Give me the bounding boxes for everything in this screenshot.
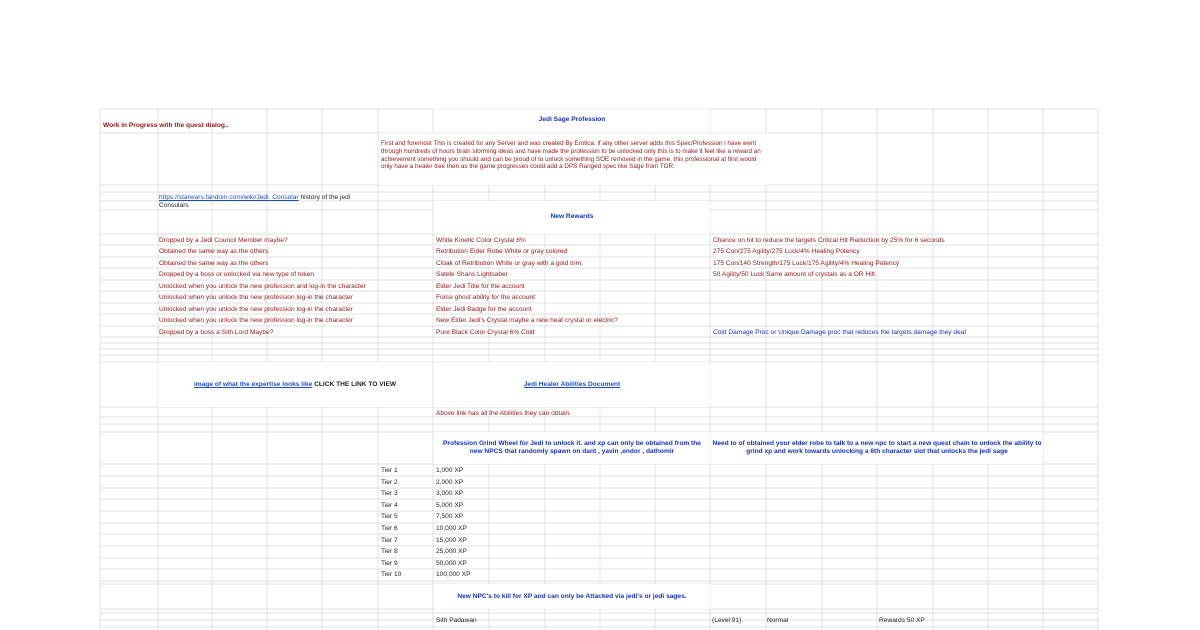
tier-label: Tier 7	[381, 536, 398, 544]
effect-row: 275 Con/275 Agility/275 Luck/4% Healing Potency	[713, 248, 860, 255]
tier-xp: 100,000 XP	[436, 571, 471, 579]
effect-row: Chance on hit to reduce the targets Critical Hit Reduction by 25% for 6 seconds	[713, 237, 945, 244]
abilities-link[interactable]: Jedi Healer Abilities Document	[523, 381, 621, 388]
npc-reward: Rewards 50 XP	[879, 617, 925, 624]
abilities-cell	[434, 381, 710, 389]
npc-level: (Level 91)	[712, 617, 742, 624]
history-link[interactable]: https://starwars.fandom.com/wiki/Jedi_Consular	[159, 194, 299, 201]
tier-xp: 5,000 XP	[436, 501, 464, 509]
tier-label: Tier 10	[381, 571, 402, 579]
history-cell	[159, 194, 350, 202]
npc-difficulty: Normal	[767, 617, 789, 624]
tier-label: Tier 3	[381, 490, 398, 498]
tier-label: Tier 2	[381, 478, 398, 486]
wip-note: Work in Progress with the quest dialog..	[103, 122, 229, 129]
source-row: Dropped by a boss a Sith Lord Maybe?	[159, 329, 274, 336]
source-row: Unlocked when you unlock the new profession log-in the character	[159, 306, 353, 313]
tier-label: Tier 8	[381, 548, 398, 556]
intro-paragraph: First and foremost This is created for any Server and was created By Erotica. if any other server adds this Spec/Profession i have went through hundreds of hours brain storming ideas and have made the profession to be unlocked only this is to make it feel like a reward an achieverrent something you should and can be proud of to unlock something SOE removed in the game. this professional at first would only have a healer tree then as the game progresses could add a DPS Ranged spec like Sage from TOR.	[381, 140, 761, 171]
history-text: history of the jedi	[298, 194, 351, 201]
reward-row: Satele Shans Lightsaber	[436, 271, 508, 278]
tier-xp: 50,000 XP	[436, 559, 467, 567]
reward-row: Elder Jedi Title for the account	[436, 283, 525, 290]
reward-row: Elder Jedi Badge for the account	[436, 306, 532, 313]
effect-row: Cold Damage Proc or Unique Damage proc that reduces the targets damage they deal	[713, 329, 966, 336]
tier-xp: 15,000 XP	[436, 536, 467, 544]
tier-label: Tier 4	[381, 501, 398, 509]
effect-row: 175 Con/140 Strength/175 Luck/175 Agility/4% Healing Potency	[713, 260, 900, 267]
source-row: Unlocked when you unlock the new profession log-in the character	[159, 317, 353, 324]
tier-label: Tier 1	[381, 467, 398, 474]
tier-xp: 1,000 XP	[436, 467, 464, 474]
source-row: Obtained the same way as the others	[159, 260, 269, 267]
source-row: Obtained the same way as the others	[159, 248, 269, 255]
expertise-cell	[158, 381, 432, 389]
tier-label: Tier 5	[381, 513, 398, 521]
elder-robe-note: Need to of obtained your elder robe to talk to a new npc to start a new quest chain to unlock the ability to grind xp and work towards unlocking a 6th character slot that unlocks the jedi sage	[712, 440, 1042, 455]
reward-row: New Elder Jedi's Crystal maybe a new heat crystal or electric?	[436, 317, 618, 324]
tier-xp: 25,000 XP	[436, 548, 467, 556]
source-row: Dropped by a Jedi Council Member maybe?	[159, 237, 288, 244]
reward-row: Retribution Elder Robe White or gray colored	[436, 248, 568, 255]
reward-row: Pure Black Color Crystal 6% Cold	[436, 329, 535, 336]
source-row: Dropped by a boss or unlocked via new type of token	[159, 271, 315, 278]
grind-wheel-note: Profession Grind Wheel for Jedi to unlock it. and xp can only be obtained from the new NPCS that randomly spawn on dant , yavin ,endor , dathomir	[443, 440, 701, 455]
tier-xp: 3,000 XP	[436, 490, 464, 498]
source-row: Unlocked when you unlock the new profession log-in the character	[159, 294, 353, 301]
abilities-note: Above link has all the Abilities they can obtain.	[436, 410, 571, 417]
reward-row: Cloak of Retribution White or gray with a gold trim.	[436, 260, 583, 267]
expertise-suffix: CLICK THE LINK TO VIEW	[312, 381, 397, 388]
rewards-title: New Rewards	[550, 213, 594, 220]
tier-label: Tier 6	[381, 525, 398, 532]
npc-name: Sith Padawan	[436, 617, 477, 624]
npc-title: New NPC's to kill for XP and can only be Attacked via jedi's or jedi sages.	[457, 593, 687, 600]
effect-row: 50 Agility/50 Luck Sarre amount of crystals as a OR Hilt	[713, 271, 875, 278]
history-text-line2: Consulars	[159, 202, 189, 209]
expertise-link[interactable]: image of what the expertise looks like	[193, 381, 313, 388]
reward-row: White Kinetic Color Crystal 6%	[436, 237, 526, 244]
tier-xp: 2,000 XP	[436, 478, 464, 486]
source-row: Unlocked when you unlock the new profession and log-in the character	[159, 283, 366, 290]
tier-xp: 10,000 XP	[436, 525, 467, 532]
reward-row: Force ghost ability for the account	[436, 294, 535, 301]
page-title: Jedi Sage Profession	[538, 116, 606, 123]
tier-label: Tier 9	[381, 559, 398, 567]
tier-xp: 7,500 XP	[436, 513, 464, 521]
